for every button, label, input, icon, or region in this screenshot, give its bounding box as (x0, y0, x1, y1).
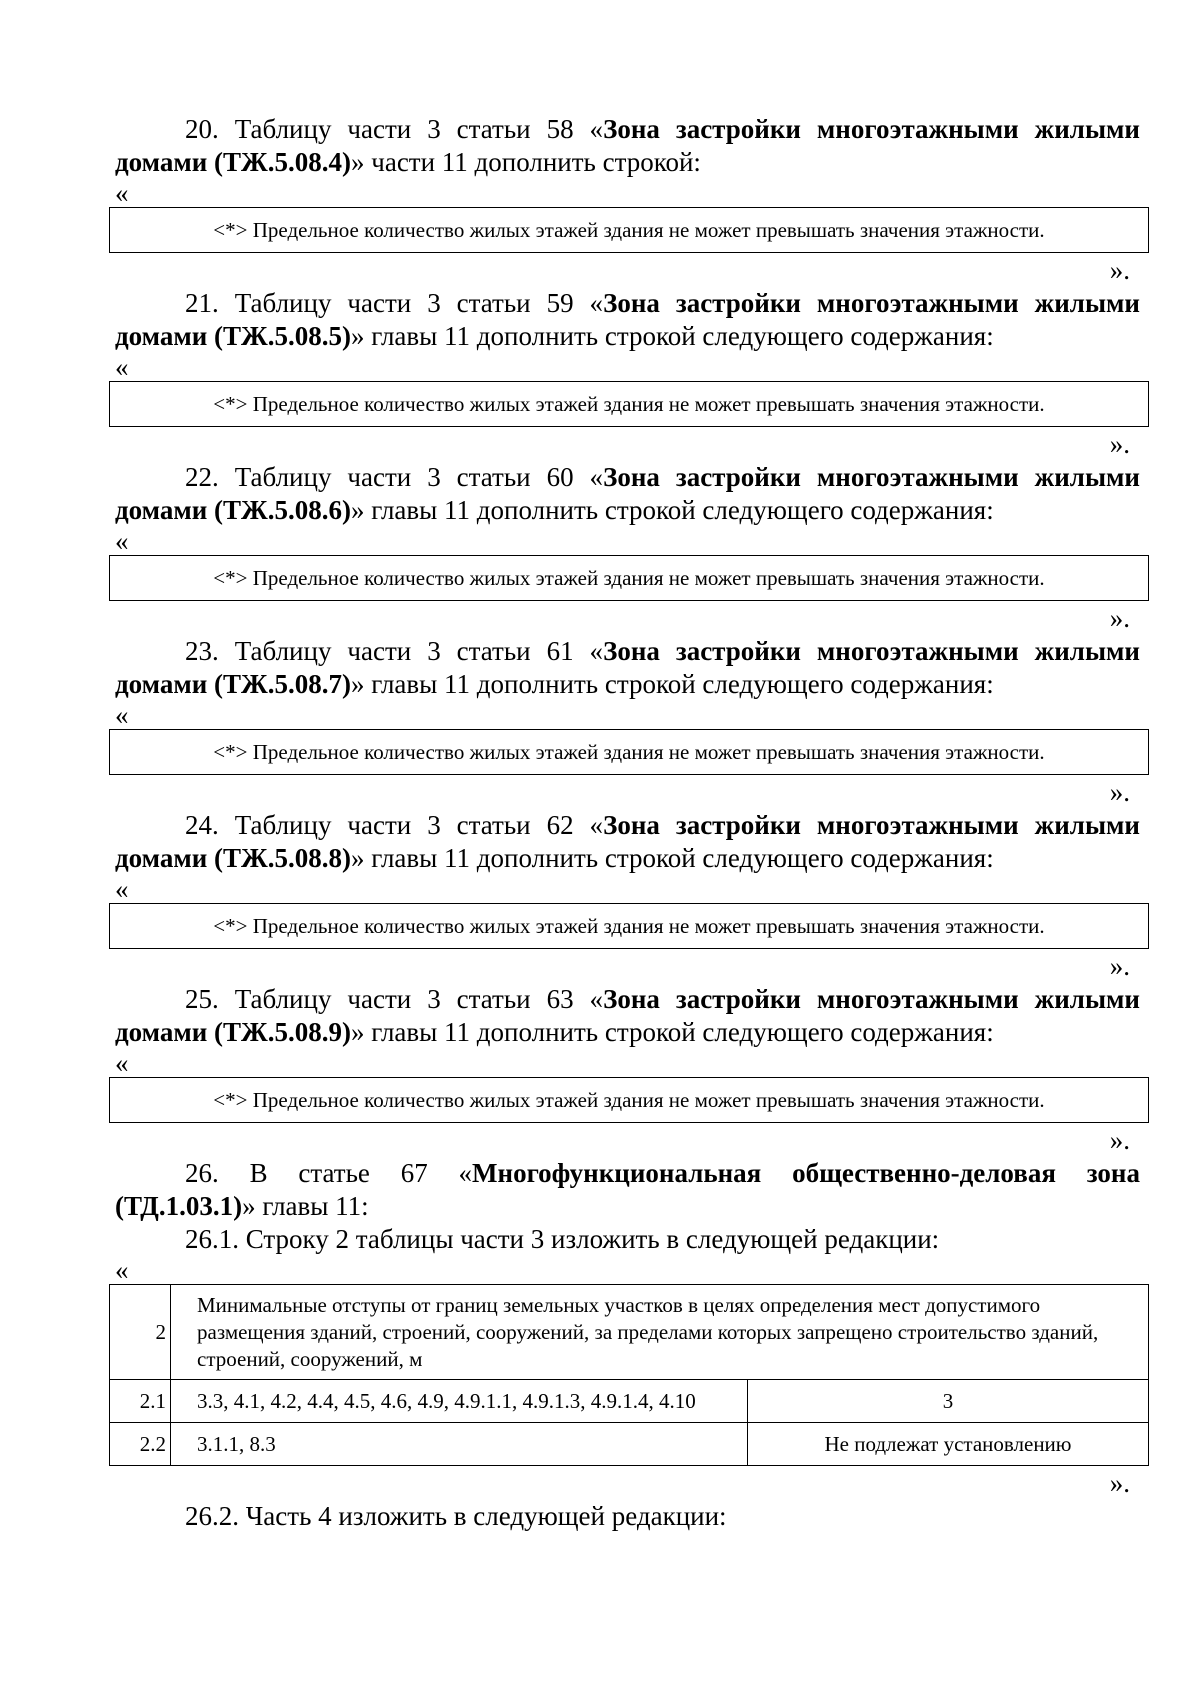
open-quote: « (115, 352, 129, 382)
note-table-cell: <*> Предельное количество жилых этажей здания не может превышать значения этажности. (109, 381, 1149, 427)
table-row (110, 1423, 1149, 1466)
close-quote: ». (1109, 777, 1130, 807)
document-page (115, 113, 1140, 1533)
table-row (110, 1285, 1149, 1380)
amendment-item-23 (115, 635, 1140, 807)
close-quote: ». (1109, 603, 1130, 633)
amendment-item-22 (115, 461, 1140, 633)
sub-item-26-2: 26.2. Часть 4 изложить в следующей редакции: (185, 1501, 727, 1531)
note-table-cell: <*> Предельное количество жилых этажей здания не может превышать значения этажности. (109, 903, 1149, 949)
open-quote: « (115, 1255, 129, 1285)
table-row (110, 1380, 1149, 1423)
note-table-cell: <*> Предельное количество жилых этажей здания не может превышать значения этажности. (109, 555, 1149, 601)
row-value: 3 (748, 1380, 1149, 1423)
close-quote: ». (1109, 1125, 1130, 1155)
amendment-item-20 (115, 113, 1140, 285)
amendment-paragraph: 22. Таблицу части 3 статьи 60 «Зона застройки многоэтажными жилыми домами (ТЖ.5.08.6)» главы 11 дополнить строкой следующего содержания: (115, 462, 1140, 525)
amendment-paragraph: 20. Таблицу части 3 статьи 58 «Зона застройки многоэтажными жилыми домами (ТЖ.5.08.4)» части 11 дополнить строкой: (115, 114, 1140, 177)
open-quote: « (115, 700, 129, 730)
open-quote: « (115, 1048, 129, 1078)
amendment-paragraph: 21. Таблицу части 3 статьи 59 «Зона застройки многоэтажными жилыми домами (ТЖ.5.08.5)» главы 11 дополнить строкой следующего содержания: (115, 288, 1140, 351)
amendment-paragraph: 24. Таблицу части 3 статьи 62 «Зона застройки многоэтажными жилыми домами (ТЖ.5.08.8)» главы 11 дополнить строкой следующего содержания: (115, 810, 1140, 873)
row-codes: 3.3, 4.1, 4.2, 4.4, 4.5, 4.6, 4.9, 4.9.1.1, 4.9.1.3, 4.9.1.4, 4.10 (171, 1380, 748, 1423)
note-table-cell: <*> Предельное количество жилых этажей здания не может превышать значения этажности. (109, 207, 1149, 253)
row-number: 2.1 (110, 1380, 171, 1423)
sub-item-26-1: 26.1. Строку 2 таблицы части 3 изложить в следующей редакции: (185, 1224, 940, 1254)
note-table-cell: <*> Предельное количество жилых этажей здания не может превышать значения этажности. (109, 1077, 1149, 1123)
close-quote: ». (1109, 951, 1130, 981)
amendment-item-26 (115, 1157, 1140, 1533)
open-quote: « (115, 178, 129, 208)
amendment-paragraph: 23. Таблицу части 3 статьи 61 «Зона застройки многоэтажными жилыми домами (ТЖ.5.08.7)» главы 11 дополнить строкой следующего содержания: (115, 636, 1140, 699)
row-codes: 3.1.1, 8.3 (171, 1423, 748, 1466)
note-table-cell: <*> Предельное количество жилых этажей здания не может превышать значения этажности. (109, 729, 1149, 775)
row-number: 2 (110, 1285, 171, 1380)
setback-table (109, 1284, 1149, 1466)
row-number: 2.2 (110, 1423, 171, 1466)
close-quote: ». (1109, 255, 1130, 285)
close-quote: ». (1109, 1468, 1130, 1498)
open-quote: « (115, 526, 129, 556)
amendment-paragraph: 25. Таблицу части 3 статьи 63 «Зона застройки многоэтажными жилыми домами (ТЖ.5.08.9)» главы 11 дополнить строкой следующего содержания: (115, 984, 1140, 1047)
amendment-item-21 (115, 287, 1140, 459)
open-quote: « (115, 874, 129, 904)
row-description: Минимальные отступы от границ земельных участков в целях определения мест допустимого размещения зданий, строений, сооружений, за пределами которых запрещено строительство зданий, строений, сооружений, м (171, 1285, 1149, 1380)
amendment-item-24 (115, 809, 1140, 981)
row-value: Не подлежат установлению (748, 1423, 1149, 1466)
amendment-item-25 (115, 983, 1140, 1155)
close-quote: ». (1109, 429, 1130, 459)
amendment-paragraph: 26. В статье 67 «Многофункциональная общественно-деловая зона (ТД.1.03.1)» главы 11: (115, 1158, 1140, 1221)
